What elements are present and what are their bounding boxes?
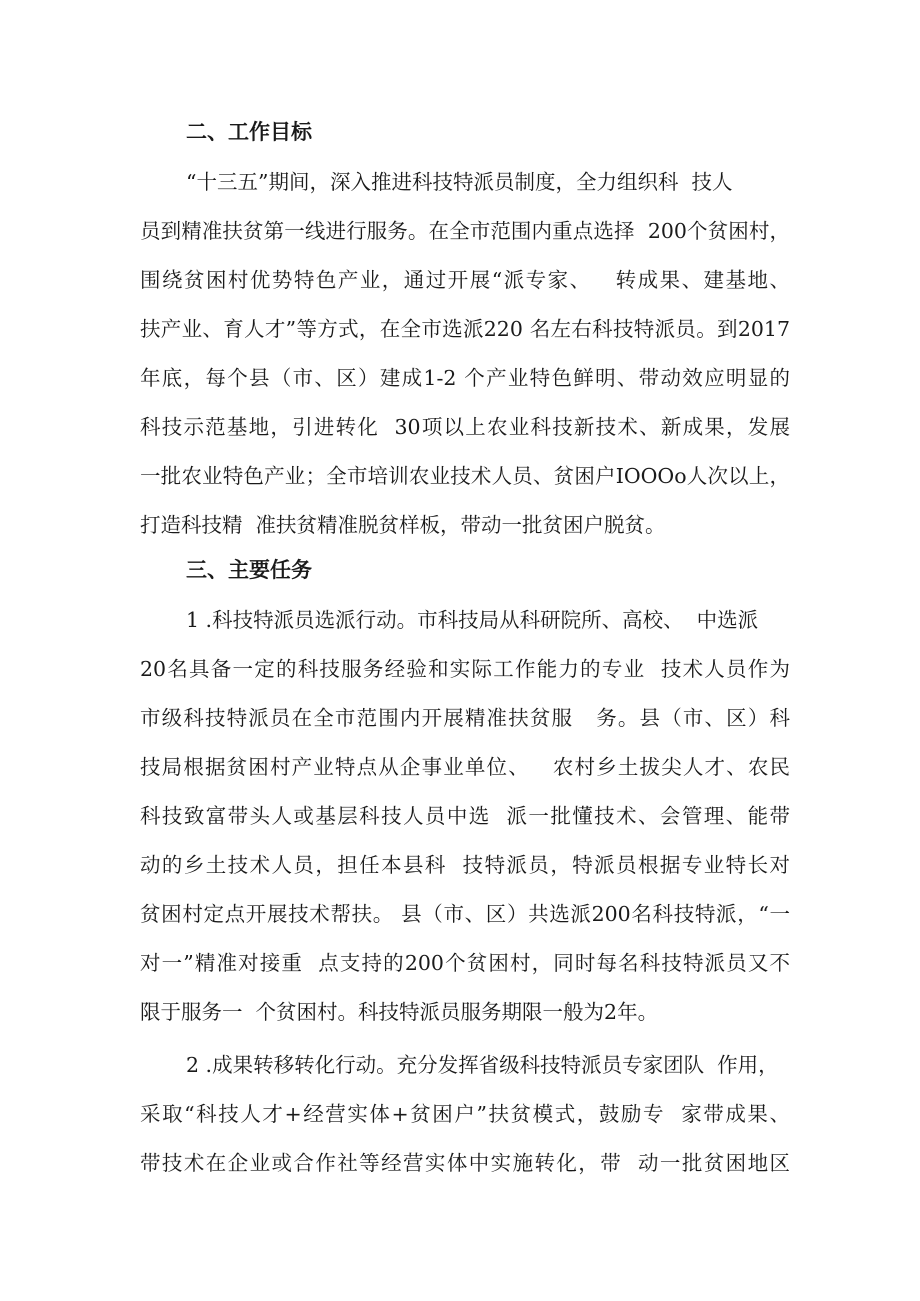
goal-line-7: 一批农业特色产业；全市培训农业技术人员、贫困户IOOOo人次以上， — [140, 464, 790, 488]
goal-line-4: 扶产业、育人才”等方式，在全市选派220 名左右科技特派员。到2017 — [140, 317, 790, 341]
task1-line-3: 市级科技特派员在全市范围内开展精准扶贫服 务。县（市、区）科 — [140, 706, 790, 730]
task2-line-1: 2 .成果转移转化行动。充分发挥省级科技特派员专家团队 作用， — [186, 1053, 779, 1077]
task1-line-8: 对一”精准对接重 点支持的200个贫困村，同时每名科技特派员又不 — [140, 951, 790, 975]
section-heading-goals: 二、工作目标 — [186, 120, 312, 144]
goal-line-1: “十三五”期间，深入推进科技特派员制度，全力组织科 技人 — [186, 170, 733, 194]
section-heading-tasks: 三、主要任务 — [186, 558, 312, 582]
task1-line-9: 限于服务一 个贫困村。科技特派员服务期限一般为2年。 — [140, 1000, 659, 1024]
goal-line-2: 员到精准扶贫第一线进行服务。在全市范围内重点选择 200个贫困村， — [140, 219, 790, 243]
goal-line-3: 围绕贫困村优势特色产业，通过开展“派专家、 转成果、建基地、 — [140, 268, 790, 292]
task2-line-2: 采取“科技人才+经营实体+贫困户”扶贫模式，鼓励专 家带成果、 — [140, 1102, 790, 1126]
task1-line-5: 科技致富带头人或基层科技人员中选 派一批懂技术、会管理、能带 — [140, 804, 790, 828]
task1-line-4: 技局根据贫困村产业特点从企事业单位、 农村乡土拔尖人才、农民 — [140, 755, 790, 779]
goal-line-5: 年底，每个县（市、区）建成1-2 个产业特色鲜明、带动效应明显的 — [140, 366, 790, 390]
goal-line-8: 打造科技精 准扶贫精准脱贫样板，带动一批贫困户脱贫。 — [140, 513, 666, 537]
goal-line-6: 科技示范基地，引进转化 30项以上农业科技新技术、新成果，发展 — [140, 415, 790, 439]
task1-line-1: 1 .科技特派员选派行动。市科技局从科研院所、高校、 中选派 — [186, 608, 759, 632]
task1-line-6: 动的乡土技术人员，担任本县科 技特派员，特派员根据专业特长对 — [140, 853, 790, 877]
task2-line-3: 带技术在企业或合作社等经营实体中实施转化，带 动一批贫困地区 — [140, 1151, 790, 1175]
task1-line-7: 贫困村定点开展技术帮扶。 县（市、区）共选派200名科技特派，“一 — [140, 902, 790, 926]
task1-line-2: 20名具备一定的科技服务经验和实际工作能力的专业 技术人员作为 — [140, 657, 790, 681]
